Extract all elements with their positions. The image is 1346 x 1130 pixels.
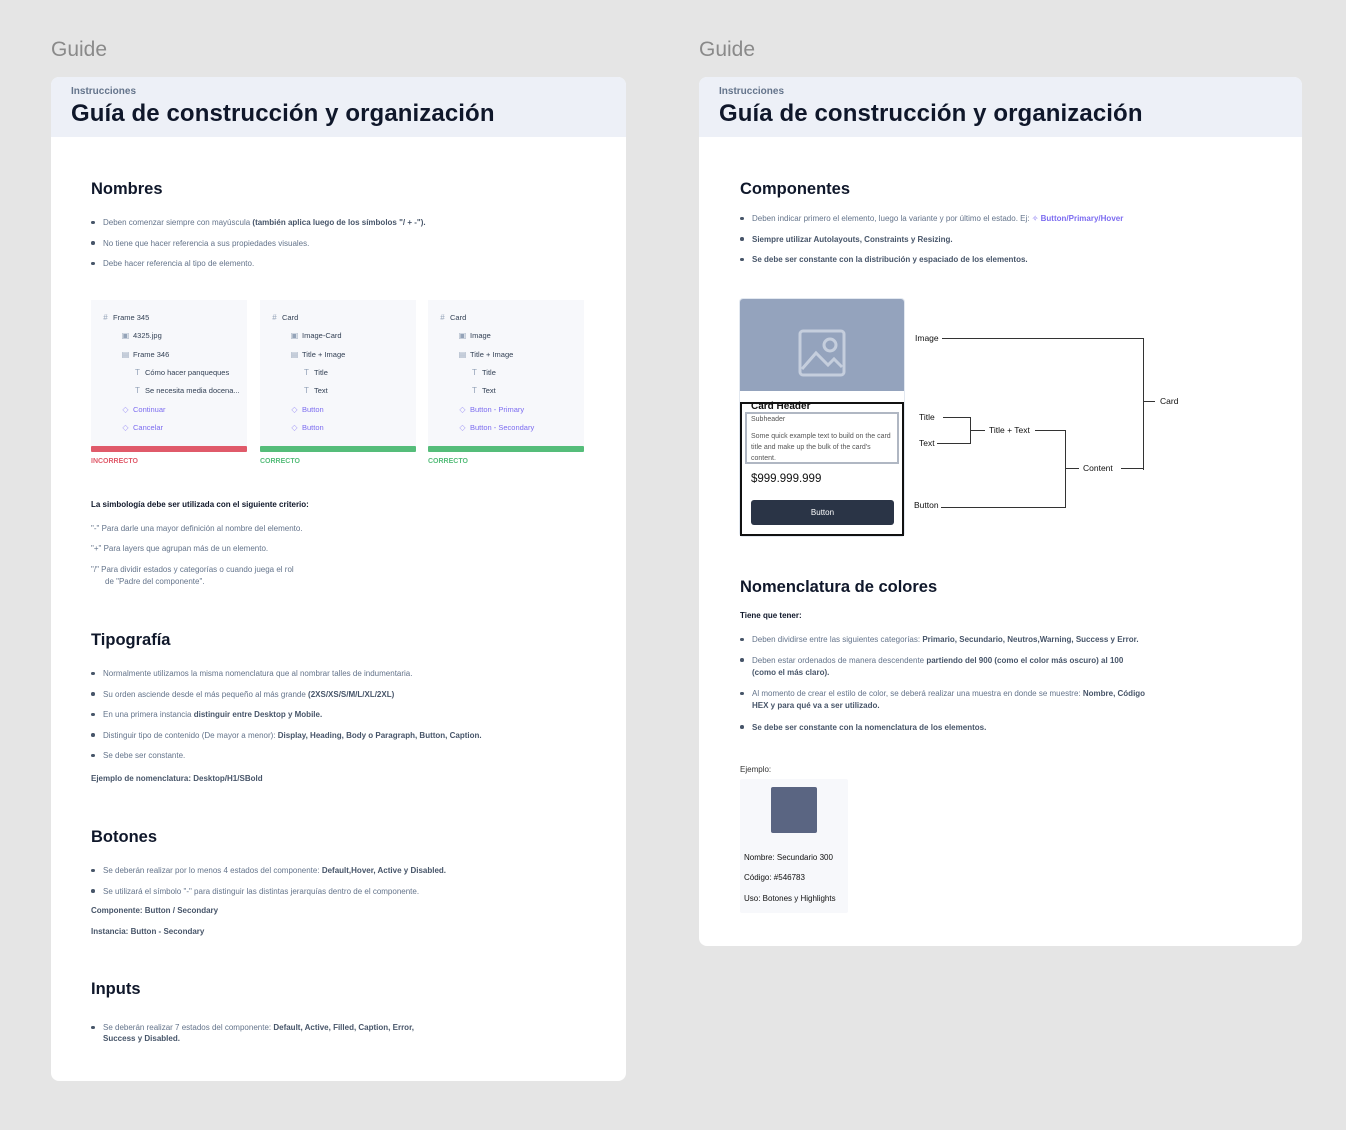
- diagram-label-text: Text: [919, 438, 935, 448]
- layer-row[interactable]: [290, 350, 345, 359]
- panel-eyebrow: Instrucciones: [719, 86, 785, 97]
- layer-name: Text: [482, 386, 496, 396]
- tipografia-example: Ejemplo de nomenclatura: Desktop/H1/SBold: [91, 774, 263, 783]
- layer-name: Cómo hacer panqueques: [145, 367, 230, 377]
- list-item: [91, 709, 611, 720]
- text-bold: Success y Disabled.: [103, 1034, 180, 1043]
- panel-title: Guía de construcción y organización: [71, 100, 495, 127]
- colores-subtitle: Tiene que tener:: [740, 611, 802, 620]
- component-icon: ✧: [1031, 214, 1039, 223]
- connector: [942, 338, 1143, 339]
- frame-icon: ▤: [458, 349, 467, 359]
- text: Deben estar ordenados de manera descendente: [752, 655, 927, 665]
- card-example: [740, 299, 904, 536]
- list-item: [91, 730, 611, 741]
- layer-name: Se necesita media docena...: [145, 386, 240, 396]
- connector: [970, 430, 985, 431]
- guide-label-left: Guide: [51, 38, 108, 61]
- text-bold: Primario, Secundario, Neutros,Warning, Success y Error.: [922, 635, 1139, 644]
- simbologia-rule-2: "+" Para layers que agrupan más de un elemento.: [91, 544, 269, 553]
- card-price: $999.999.999: [751, 473, 822, 485]
- color-swatch: [771, 787, 817, 833]
- connector: [1121, 468, 1144, 469]
- layer-name: Image: [470, 331, 491, 341]
- card-body: Some quick example text to build on the card title and make up the bulk of the card's content.: [751, 433, 891, 462]
- layer-name: Text: [314, 386, 328, 396]
- diagram-label-card: Card: [1160, 396, 1179, 406]
- inputs-list: [91, 1017, 611, 1049]
- text: Al momento de crear el estilo de color, se deberá realizar una muestra en donde se muestre:: [752, 689, 1083, 698]
- list-item: Se utilizará el símbolo "-" para distinguir las distintas jerarquías dentro de el componente.: [91, 886, 611, 897]
- layer-row[interactable]: [121, 423, 163, 432]
- section-heading-componentes: Componentes: [740, 180, 851, 198]
- list-item: [740, 655, 1190, 679]
- layer-name: Card: [450, 313, 467, 322]
- layers-panel: [260, 300, 416, 448]
- layer-row[interactable]: [470, 368, 496, 377]
- text-bold: Display, Heading, Body o Paragraph, Button, Caption.: [277, 730, 482, 740]
- layer-name: Button: [302, 404, 324, 414]
- layer-name: Continuar: [133, 404, 166, 414]
- status-bar: [91, 446, 247, 452]
- card-button[interactable]: Button: [751, 500, 894, 525]
- text-bold: partiendo del 900 (como el color más oscuro) al 100: [926, 655, 1124, 665]
- layer-row[interactable]: [470, 386, 496, 395]
- panel-header: [51, 77, 626, 137]
- diagram-label-title-text: Title + Text: [989, 425, 1030, 435]
- status-label: INCORRECTO: [91, 458, 138, 465]
- frame-icon: #: [440, 313, 445, 322]
- colores-example-label: Ejemplo:: [740, 765, 772, 774]
- layer-name: Title + Image: [302, 349, 346, 359]
- diagram-label-button: Button: [914, 500, 939, 510]
- panel-eyebrow: Instrucciones: [71, 86, 137, 97]
- layer-row[interactable]: [458, 405, 524, 414]
- component-icon: ◇: [122, 404, 129, 414]
- text: Distinguir tipo de contenido (De mayor a menor):: [103, 730, 278, 740]
- section-heading-inputs: Inputs: [91, 980, 141, 998]
- text: Su orden asciende desde el más pequeño al más grande: [103, 689, 309, 699]
- image-placeholder-icon: [798, 329, 846, 377]
- text-bold: (como el más claro).: [752, 667, 830, 677]
- text-bold: Nombre, Código: [1082, 689, 1146, 698]
- list-item: [740, 234, 1280, 245]
- card-header: Card Header: [751, 401, 811, 412]
- botones-componente: Componente: Button / Secondary: [91, 906, 219, 915]
- simbologia-rule-3-cont: de "Padre del componente".: [105, 577, 205, 586]
- frame-icon: #: [272, 313, 277, 322]
- layer-row[interactable]: [133, 368, 229, 377]
- text: Deben comenzar siempre con mayúscula: [103, 218, 253, 227]
- layer-row[interactable]: [133, 386, 240, 395]
- diagram-label-image: Image: [915, 333, 939, 343]
- layer-name: Frame 345: [113, 313, 150, 322]
- botones-list: [91, 865, 611, 906]
- layer-name: Image-Card: [302, 331, 342, 341]
- tipografia-list: [91, 668, 611, 771]
- status-bar: [428, 446, 584, 452]
- layer-name: Title: [314, 367, 328, 377]
- list-item: Debe hacer referencia al tipo de elemento.: [91, 258, 591, 269]
- list-item: Se debe ser constante.: [91, 750, 611, 761]
- section-heading-botones: Botones: [91, 828, 157, 846]
- layer-name: Button - Secondary: [470, 422, 535, 432]
- status-label: CORRECTO: [260, 458, 300, 465]
- list-item: [740, 213, 1280, 224]
- connector: [943, 417, 970, 418]
- component-example-link[interactable]: [1032, 214, 1124, 223]
- connector: [1143, 401, 1155, 402]
- text-bold: Se debe ser constante con la nomenclatura de los elementos.: [752, 722, 987, 732]
- text: Deben dividirse entre las siguientes categorías:: [752, 635, 923, 644]
- left-guide-panel: [51, 77, 626, 1081]
- layer-row[interactable]: [290, 405, 324, 414]
- text-icon: T: [135, 386, 140, 396]
- component-icon: ◇: [291, 422, 298, 432]
- layer-name: Card: [282, 313, 299, 322]
- color-sample-card: [740, 779, 848, 913]
- layers-panel: [91, 300, 247, 448]
- list-item: [740, 254, 1280, 265]
- layer-row[interactable]: [458, 350, 513, 359]
- layer-row[interactable]: [458, 331, 491, 340]
- panel-title: Guía de construcción y organización: [719, 100, 1143, 127]
- text-icon: T: [472, 386, 477, 396]
- text: Button/Primary/Hover: [1040, 214, 1124, 223]
- text-icon: T: [304, 386, 309, 396]
- panel-header: [699, 77, 1302, 137]
- text: Se deberán realizar por lo menos 4 estados del componente:: [103, 866, 322, 875]
- layer-row[interactable]: [458, 423, 534, 432]
- botones-instancia: Instancia: Button - Secondary: [91, 927, 205, 936]
- list-item: [740, 634, 1190, 645]
- layer-row[interactable]: [290, 331, 342, 340]
- layer-row[interactable]: [121, 350, 169, 359]
- layer-row[interactable]: [290, 423, 324, 432]
- image-icon: ▣: [458, 331, 467, 341]
- connector: [1143, 338, 1144, 470]
- list-item: No tiene que hacer referencia a sus propiedades visuales.: [91, 238, 591, 249]
- text-bold: HEX y para qué va a ser utilizado.: [752, 701, 880, 710]
- simbologia-title: La simbología debe ser utilizada con el siguiente criterio:: [91, 500, 309, 509]
- layer-name: Button: [302, 422, 324, 432]
- connector: [1035, 430, 1065, 431]
- list-item: [740, 688, 1190, 712]
- layer-name: 4325.jpg: [133, 331, 162, 341]
- layer-name: Frame 346: [133, 349, 170, 359]
- connector: [1065, 430, 1066, 508]
- text: Se deberán realizar 7 estados del componente:: [103, 1023, 274, 1032]
- connector: [941, 507, 1065, 508]
- layer-name: Title: [482, 367, 496, 377]
- list-item: [740, 722, 1190, 733]
- text-bold: Default,Hover, Active y Disabled.: [321, 866, 447, 875]
- text-bold: (2XS/XS/S/M/L/XL/2XL): [308, 689, 395, 699]
- layer-row[interactable]: [302, 386, 328, 395]
- frame-icon: ▤: [290, 349, 299, 359]
- text-bold: Default, Active, Filled, Caption, Error,: [273, 1023, 414, 1032]
- layer-row[interactable]: [121, 331, 162, 340]
- color-code: Código: #546783: [744, 873, 805, 882]
- layer-row[interactable]: [101, 313, 149, 322]
- status-bar: [260, 446, 416, 452]
- component-icon: ◇: [459, 422, 466, 432]
- text: En una primera instancia: [103, 710, 194, 719]
- componentes-list: [740, 213, 1280, 275]
- layer-row[interactable]: [121, 405, 166, 414]
- layers-panel: [428, 300, 584, 448]
- card-image: [740, 299, 904, 391]
- guide-label-right: Guide: [699, 38, 756, 61]
- text-icon: T: [472, 367, 477, 377]
- layer-row[interactable]: [438, 313, 466, 322]
- layer-row[interactable]: [302, 368, 328, 377]
- list-item: [91, 865, 611, 876]
- colores-list: [740, 634, 1190, 742]
- section-heading-nombres: Nombres: [91, 180, 163, 198]
- diagram-label-content: Content: [1083, 463, 1113, 473]
- text-bold: Se debe ser constante con la distribución y espaciado de los elementos.: [752, 255, 1028, 264]
- simbologia-rule-1: "-" Para darle una mayor definición al nombre del elemento.: [91, 524, 303, 533]
- status-label: CORRECTO: [428, 458, 468, 465]
- frame-icon: #: [103, 313, 108, 322]
- layer-name: Title + Image: [470, 349, 514, 359]
- connector: [1065, 468, 1079, 469]
- section-heading-tipografia: Tipografía: [91, 631, 171, 649]
- connector: [936, 443, 970, 444]
- right-guide-panel: [699, 77, 1302, 946]
- image-icon: ▣: [121, 331, 130, 341]
- diagram-label-title: Title: [919, 412, 935, 422]
- list-item: [91, 1022, 611, 1044]
- component-icon: ◇: [122, 422, 129, 432]
- simbologia-rule-3: "/" Para dividir estados y categorías o cuando juega el rol: [91, 565, 294, 574]
- text-bold: (también aplica luego de los símbolos "/ + -").: [252, 218, 426, 227]
- component-icon: ◇: [291, 404, 298, 414]
- layer-row[interactable]: [270, 313, 298, 322]
- frame-icon: ▤: [121, 349, 130, 359]
- color-usage: Uso: Botones y Highlights: [744, 894, 836, 903]
- card-subheader: Subheader: [751, 416, 786, 423]
- list-item: [91, 689, 611, 700]
- text-bold: distinguir entre Desktop y Mobile.: [193, 710, 323, 719]
- text-icon: T: [304, 367, 309, 377]
- section-heading-colores: Nomenclatura de colores: [740, 578, 938, 596]
- list-item: Normalmente utilizamos la misma nomenclatura que al nombrar talles de indumentaria.: [91, 668, 611, 679]
- list-item: [91, 217, 591, 228]
- layer-name: Button - Primary: [470, 404, 525, 414]
- component-icon: ◇: [459, 404, 466, 414]
- color-name: Nombre: Secundario 300: [744, 853, 833, 862]
- nombres-list: [91, 217, 591, 279]
- text-icon: T: [135, 367, 140, 377]
- text: Deben indicar primero el elemento, luego la variante y por último el estado. Ej:: [752, 214, 1032, 223]
- text-bold: Siempre utilizar Autolayouts, Constraints y Resizing.: [752, 234, 953, 244]
- image-icon: ▣: [290, 331, 299, 341]
- layer-name: Cancelar: [133, 422, 164, 432]
